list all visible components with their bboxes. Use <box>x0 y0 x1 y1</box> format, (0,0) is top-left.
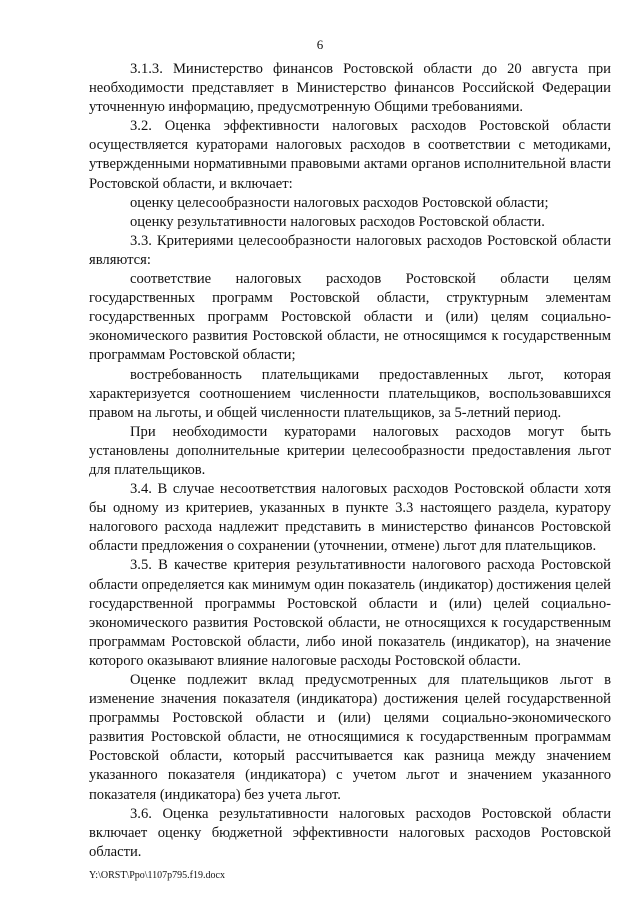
list-item-expediency-assessment: оценку целесообразности налоговых расходов Ростовской области; <box>130 194 549 211</box>
page-number: 6 <box>316 37 324 52</box>
paragraph-additional-criteria: При необходимости кураторами налоговых расходов могут быть установлены дополнительные критерии целесообразности предоставления льгот для плательщиков. <box>89 423 611 478</box>
list-item-goal-conformity: соответствие налоговых расходов Ростовской области целям государственных программ Ростовской области, структурным элементам государственных программ Ростовской области и (или) целям социально-экономического развития Ростовской области, не относящимся к государственным программам Ростовской области; <box>89 271 611 364</box>
footer-file-path: Y:\ORST\Ppo\1107p795.f19.docx <box>89 870 225 881</box>
paragraph-3-6: 3.6. Оценка результативности налоговых расходов Ростовской области включает оценку бюджетной эффективности налоговых расходов Ростовской области. <box>89 805 611 860</box>
paragraph-3-1-3: 3.1.3. Министерство финансов Ростовской области до 20 августа при необходимости представляет в Министерство финансов Российской Федерации уточненную информацию, предусмотренную Общими требованиями. <box>89 61 611 116</box>
paragraph-3-3: 3.3. Критериями целесообразности налоговых расходов Ростовской области являются: <box>89 232 611 268</box>
paragraph-3-4: 3.4. В случае несоответствия налоговых расходов Ростовской области хотя бы одному из критериев, указанных в пункте 3.3 настоящего раздела, куратору налогового расхода надлежит представить в министерство финансов Ростовской области предложения о сохранении (уточнении, отмене) льгот для плательщиков. <box>89 481 611 555</box>
list-item-effectiveness-assessment: оценку результативности налоговых расходов Ростовской области. <box>130 213 545 230</box>
list-item-demand: востребованность плательщиками предоставленных льгот, которая характеризуется соотношением численности плательщиков, воспользовавшихся правом на льготы, и общей численности плательщиков, за 5-летний период. <box>89 366 611 421</box>
paragraph-3-5: 3.5. В качестве критерия результативности налогового расхода Ростовской области определяется как минимум один показатель (индикатор) достижения целей государственной программы Ростовской области и (или) целей социально-экономического развития Ростовской области, не относящихся к государственным программам Ростовской области, либо иной показатель (индикатор), на значение которого оказывают влияние налоговые расходы Ростовской области. <box>89 557 611 669</box>
paragraph-3-2: 3.2. Оценка эффективности налоговых расходов Ростовской области осуществляется кураторами налоговых расходов в соответствии с методиками, утвержденными нормативными правовыми актами органов исполнительной власти Ростовской области, и включает: <box>89 118 611 192</box>
document-body <box>89 60 611 862</box>
paragraph-contribution-assessment: Оценке подлежит вклад предусмотренных для плательщиков льгот в изменение значения показателя (индикатора) достижения целей государственной программы Ростовской области и (или) целями социально-экономического развития Ростовской области, не относящимися к государственным программам Ростовской области, который рассчитывается как разница между значением указанного показателя (индикатора) с учетом льгот и значением указанного показателя (индикатора) без учета льгот. <box>89 672 611 803</box>
